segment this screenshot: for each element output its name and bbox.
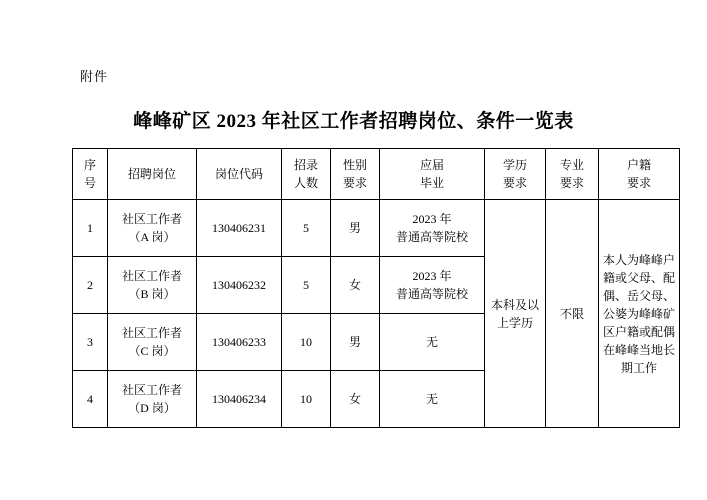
table-header-row <box>73 149 680 200</box>
cell-num: 10 <box>282 371 331 428</box>
header-cell-gender: 性别 要求 <box>331 149 380 200</box>
cell-post: 社区工作者 （A 岗） <box>108 200 197 257</box>
cell-code: 130406234 <box>197 371 282 428</box>
cell-post: 社区工作者 （D 岗） <box>108 371 197 428</box>
attachment-label: 附件 <box>80 69 109 84</box>
cell-graduate: 2023 年 普通高等院校 <box>380 200 485 257</box>
cell-code: 130406233 <box>197 314 282 371</box>
cell-gender: 男 <box>331 314 380 371</box>
cell-gender: 女 <box>331 371 380 428</box>
cell-household-merged: 本人为峰峰户籍或父母、配偶、岳父母、公婆为峰峰矿区户籍或配偶在峰峰当地长期工作 <box>599 200 680 428</box>
header-cell-code: 岗位代码 <box>197 149 282 200</box>
cell-code: 130406232 <box>197 257 282 314</box>
recruitment-table <box>72 148 680 428</box>
header-cell-major: 专业 要求 <box>546 149 599 200</box>
cell-seq: 4 <box>73 371 108 428</box>
cell-code: 130406231 <box>197 200 282 257</box>
cell-graduate: 无 <box>380 371 485 428</box>
cell-education-merged: 本科及以上学历 <box>485 200 546 428</box>
header-cell-num: 招录 人数 <box>282 149 331 200</box>
header-cell-household: 户籍 要求 <box>599 149 680 200</box>
cell-major-merged: 不限 <box>546 200 599 428</box>
cell-num: 5 <box>282 200 331 257</box>
cell-graduate: 无 <box>380 314 485 371</box>
cell-post: 社区工作者 （C 岗） <box>108 314 197 371</box>
cell-post: 社区工作者 （B 岗） <box>108 257 197 314</box>
cell-seq: 1 <box>73 200 108 257</box>
header-cell-post: 招聘岗位 <box>108 149 197 200</box>
header-cell-seq: 序 号 <box>73 149 108 200</box>
cell-seq: 3 <box>73 314 108 371</box>
header-cell-graduate: 应届 毕业 <box>380 149 485 200</box>
cell-graduate: 2023 年 普通高等院校 <box>380 257 485 314</box>
cell-gender: 男 <box>331 200 380 257</box>
header-cell-education: 学历 要求 <box>485 149 546 200</box>
cell-gender: 女 <box>331 257 380 314</box>
cell-num: 10 <box>282 314 331 371</box>
page-title: 峰峰矿区 2023 年社区工作者招聘岗位、条件一览表 <box>133 111 574 132</box>
cell-num: 5 <box>282 257 331 314</box>
cell-seq: 2 <box>73 257 108 314</box>
table-row <box>73 200 680 257</box>
